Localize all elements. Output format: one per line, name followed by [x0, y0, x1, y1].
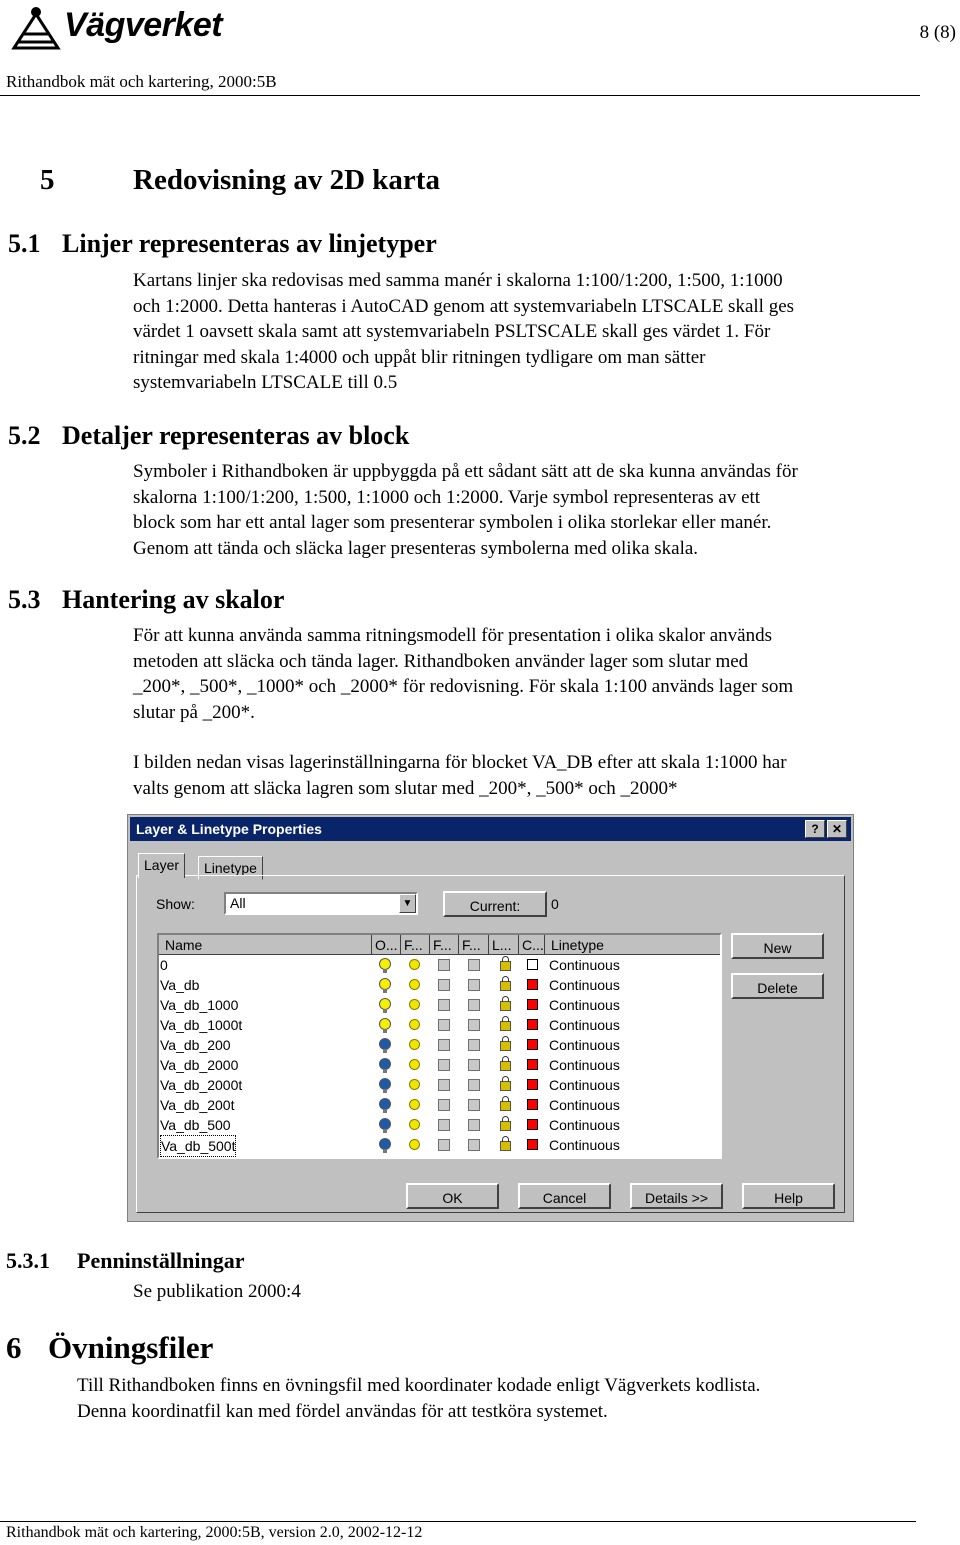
freeze-vp-icon[interactable] [438, 1019, 450, 1031]
sun-icon[interactable] [409, 999, 420, 1010]
text-line: och 1:2000. Detta hanteras i AutoCAD genom att systemvariabeln LTSCALE skall ges [133, 295, 795, 317]
layer-properties-dialog [127, 814, 854, 1222]
section-5-3-1-text: Se publikation 2000:4 [133, 1281, 301, 1302]
freeze-new-icon[interactable] [468, 1119, 480, 1131]
freeze-vp-icon[interactable] [438, 1059, 450, 1071]
text-line: _200*, _500*, _1000* och _2000* för redovisning. För skala 1:100 används lager som [133, 676, 794, 697]
color-swatch[interactable] [527, 1139, 538, 1150]
lock-icon[interactable] [500, 1061, 511, 1071]
layer-name: Va_db_2000 [160, 1057, 239, 1073]
layer-name: Va_db_1000t [160, 1017, 243, 1033]
sun-icon[interactable] [409, 1019, 420, 1030]
section-6-title: Övningsfiler [48, 1330, 214, 1365]
lock-icon[interactable] [500, 1121, 511, 1131]
section-5-3-1-number: 5.3.1 [6, 1248, 50, 1273]
color-swatch[interactable] [527, 959, 538, 970]
show-label: Show: [156, 896, 195, 912]
layer-linetype: Continuous [549, 1117, 620, 1133]
lock-icon[interactable] [500, 981, 511, 991]
layer-row[interactable] [159, 1015, 720, 1035]
color-swatch[interactable] [527, 1059, 538, 1070]
delete-button[interactable]: Delete [731, 973, 824, 999]
bulb-icon[interactable] [379, 998, 391, 1010]
freeze-vp-icon[interactable] [438, 1119, 450, 1131]
freeze-new-icon[interactable] [468, 1039, 480, 1051]
tab-linetype[interactable]: Linetype [198, 856, 263, 880]
section-5-3-title: Hantering av skalor [62, 585, 285, 614]
vagverket-logo [6, 4, 66, 56]
layer-row[interactable] [159, 955, 720, 975]
text-line: Symboler i Rithandboken är uppbyggda på ett sådant sätt att de ska kunna användas för [133, 461, 798, 482]
section-5-2-number: 5.2 [8, 421, 41, 450]
layer-name: Va_db_2000t [160, 1077, 243, 1093]
layer-row[interactable] [159, 1055, 720, 1075]
current-button[interactable]: Current: [443, 891, 547, 917]
col-freeze-vp[interactable]: F... [430, 935, 459, 955]
section-5-2-title: Detaljer representeras av block [62, 421, 410, 450]
layer-name: Va_db_1000 [160, 997, 239, 1013]
bulb-icon[interactable] [379, 1038, 391, 1050]
section-5-1-body [133, 268, 794, 396]
section-5-3-body [133, 623, 793, 725]
text-line: metoden att släcka och tända lager. Rithandboken använder lager som slutar med [133, 650, 749, 672]
lock-icon[interactable] [500, 1021, 511, 1031]
col-name[interactable]: Name [159, 935, 372, 955]
header-subtitle: Rithandbok mät och kartering, 2000:5B [6, 72, 277, 91]
section-5-title: Redovisning av 2D karta [133, 164, 440, 196]
freeze-new-icon[interactable] [468, 1019, 480, 1031]
sun-icon[interactable] [409, 1039, 420, 1050]
color-swatch[interactable] [527, 1039, 538, 1050]
freeze-vp-icon[interactable] [438, 1139, 450, 1151]
bulb-icon[interactable] [379, 1078, 391, 1090]
freeze-new-icon[interactable] [468, 959, 480, 971]
sun-icon[interactable] [409, 979, 420, 990]
text-line: systemvariabeln LTSCALE till 0.5 [133, 372, 398, 393]
layer-row[interactable] [159, 995, 720, 1015]
text-line: slutar på _200*. [133, 701, 255, 723]
section-5-3-number: 5.3 [8, 585, 41, 614]
text-line: Denna koordinatfil kan med fördel användas för att testköra systemet. [77, 1400, 608, 1422]
layer-row[interactable] [159, 1115, 720, 1135]
freeze-new-icon[interactable] [468, 999, 480, 1011]
sun-icon[interactable] [409, 959, 420, 970]
layer-linetype: Continuous [549, 1097, 620, 1113]
dialog-title: Layer & Linetype Properties [136, 821, 322, 837]
layer-row[interactable] [159, 1135, 720, 1155]
layer-name: Va_db_500t [160, 1135, 236, 1157]
logo-text: Vägverket [64, 6, 223, 44]
sun-icon[interactable] [409, 1059, 420, 1070]
cancel-button[interactable]: Cancel [518, 1183, 611, 1209]
tab-layer[interactable]: Layer [138, 853, 185, 878]
layer-list[interactable] [157, 933, 722, 1159]
col-linetype[interactable]: Linetype [545, 935, 720, 955]
section-5-2-body [133, 459, 798, 561]
text-line: För att kunna använda samma ritningsmodell för presentation i olika skalor används [133, 625, 772, 646]
layer-linetype: Continuous [549, 1137, 620, 1153]
layer-row[interactable] [159, 1095, 720, 1115]
freeze-vp-icon[interactable] [438, 999, 450, 1011]
show-select[interactable] [224, 892, 418, 915]
layer-name: Va_db_200 [160, 1037, 231, 1053]
bulb-icon[interactable] [379, 1098, 391, 1110]
col-color[interactable]: C... [519, 935, 545, 955]
lock-icon[interactable] [500, 1041, 511, 1051]
color-swatch[interactable] [527, 1019, 538, 1030]
page-number: 8 (8) [919, 22, 956, 43]
layer-linetype: Continuous [549, 1077, 620, 1093]
bulb-icon[interactable] [379, 958, 391, 970]
freeze-vp-icon[interactable] [438, 979, 450, 991]
sun-icon[interactable] [409, 1139, 420, 1150]
text-line: skalorna 1:100/1:200, 1:500, 1:1000 och 1:2000. Varje symbol representeras av ett [133, 486, 761, 508]
bulb-icon[interactable] [379, 1058, 391, 1070]
lock-icon[interactable] [500, 1101, 511, 1111]
layer-row[interactable] [159, 975, 720, 995]
layer-name: Va_db [160, 977, 200, 993]
text-line: Till Rithandboken finns en övningsfil med koordinater kodade enligt Vägverkets kodlista. [77, 1375, 761, 1396]
col-freeze-new[interactable]: F... [459, 935, 489, 955]
section-5-1-number: 5.1 [8, 229, 41, 258]
col-on[interactable]: O... [372, 935, 401, 955]
freeze-new-icon[interactable] [468, 1079, 480, 1091]
freeze-new-icon[interactable] [468, 1059, 480, 1071]
chevron-down-icon[interactable]: ▼ [399, 894, 416, 913]
layer-name: Va_db_200t [160, 1097, 235, 1113]
layer-row[interactable] [159, 1075, 720, 1095]
freeze-new-icon[interactable] [468, 1099, 480, 1111]
text-line: valts genom att släcka lagren som slutar med _200*, _500* och _2000* [133, 777, 678, 799]
footer-text: Rithandbok mät och kartering, 2000:5B, version 2.0, 2002-12-12 [6, 1524, 423, 1541]
section-5-3-1-title: Penninställningar [77, 1248, 245, 1273]
show-select-value: All [230, 895, 246, 911]
dialog-titlebar [130, 817, 851, 841]
header-rule [0, 95, 920, 96]
freeze-vp-icon[interactable] [438, 1079, 450, 1091]
sun-icon[interactable] [409, 1119, 420, 1130]
sun-icon[interactable] [409, 1079, 420, 1090]
layer-linetype: Continuous [549, 1037, 620, 1053]
sun-icon[interactable] [409, 1099, 420, 1110]
freeze-vp-icon[interactable] [438, 1099, 450, 1111]
bulb-icon[interactable] [379, 978, 391, 990]
text-line: Genom att tända och släcka lager presenteras symbolerna med olika skala. [133, 537, 699, 559]
color-swatch[interactable] [527, 1119, 538, 1130]
text-line: block som har ett antal lager som presenterar symbolen i olika storlekar eller manér. [133, 512, 772, 533]
help-icon[interactable]: ? [805, 820, 825, 838]
section-5-3-body-2 [133, 750, 787, 801]
section-6-number: 6 [6, 1330, 22, 1365]
bulb-icon[interactable] [379, 1138, 391, 1150]
layer-linetype: Continuous [549, 1017, 620, 1033]
freeze-vp-icon[interactable] [438, 1039, 450, 1051]
layer-row[interactable] [159, 1035, 720, 1055]
lock-icon[interactable] [500, 1141, 511, 1151]
lock-icon[interactable] [500, 961, 511, 971]
layer-linetype: Continuous [549, 957, 620, 973]
close-icon[interactable]: ✕ [827, 820, 847, 838]
layer-linetype: Continuous [549, 997, 620, 1013]
layer-name: 0 [160, 957, 168, 973]
lock-icon[interactable] [500, 1081, 511, 1091]
lock-icon[interactable] [500, 1001, 511, 1011]
bulb-icon[interactable] [379, 1118, 391, 1130]
color-swatch[interactable] [527, 979, 538, 990]
footer-rule [0, 1521, 916, 1522]
section-5-1-title: Linjer representeras av linjetyper [62, 229, 437, 258]
layer-name: Va_db_500 [160, 1117, 231, 1133]
details-button[interactable]: Details >> [630, 1183, 723, 1209]
section-5-number: 5 [40, 164, 55, 196]
freeze-new-icon[interactable] [468, 979, 480, 991]
col-lock[interactable]: L... [489, 935, 519, 955]
section-6-body [77, 1373, 760, 1424]
text-line: Kartans linjer ska redovisas med samma manér i skalorna 1:100/1:200, 1:500, 1:1000 [133, 270, 783, 291]
bulb-icon[interactable] [379, 1018, 391, 1030]
current-value: 0 [551, 896, 559, 912]
text-line: värdet 1 oavsett skala samt att systemvariabeln PSLTSCALE skall ges värdet 1. För [133, 321, 771, 342]
new-button[interactable]: New [731, 933, 824, 959]
text-line: ritningar med skala 1:4000 och uppåt blir ritningen tydligare om man sätter [133, 346, 706, 368]
freeze-vp-icon[interactable] [438, 959, 450, 971]
text-line: I bilden nedan visas lagerinställningarna för blocket VA_DB efter att skala 1:1000 har [133, 752, 787, 773]
col-freeze[interactable]: F... [401, 935, 430, 955]
color-swatch[interactable] [527, 999, 538, 1010]
freeze-new-icon[interactable] [468, 1139, 480, 1151]
layer-linetype: Continuous [549, 1057, 620, 1073]
help-button[interactable]: Help [742, 1183, 835, 1209]
ok-button[interactable]: OK [406, 1183, 499, 1209]
color-swatch[interactable] [527, 1079, 538, 1090]
color-swatch[interactable] [527, 1099, 538, 1110]
layer-linetype: Continuous [549, 977, 620, 993]
